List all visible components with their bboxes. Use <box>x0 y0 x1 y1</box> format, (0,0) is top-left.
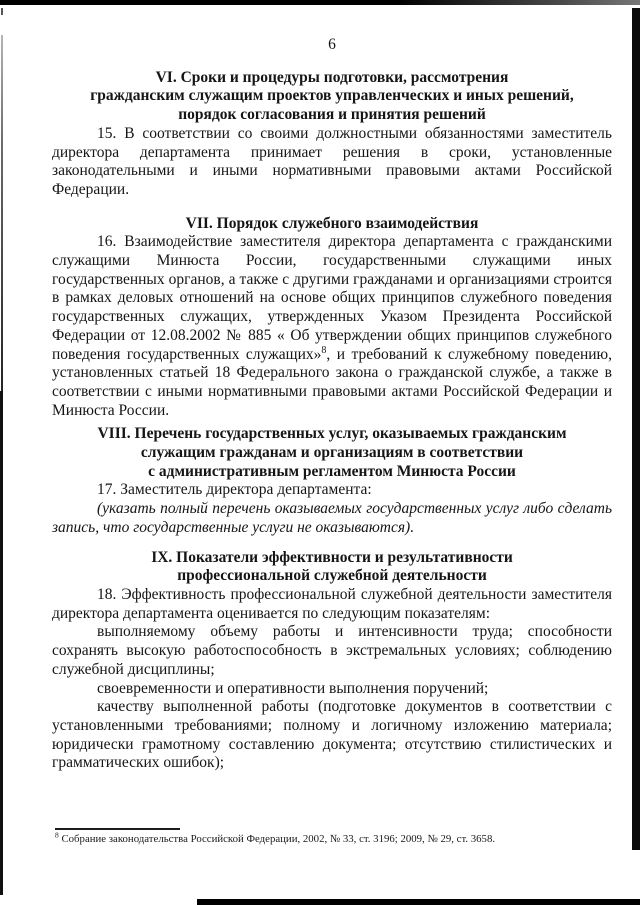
heading-line: гражданским служащим проектов управленческих и иных решений, <box>90 87 574 105</box>
heading-line: VI. Сроки и процедуры подготовки, рассмотрения <box>155 68 509 86</box>
scan-edge-bottom <box>197 899 640 905</box>
paragraph-18-item-3: качеству выполненной работы (подготовке документов в соответствии с установленными требованиями; полному и логичному изложению материала; юридически грамотному составлению документа; отсутствию стилистических и грамматических ошибок); <box>52 698 612 772</box>
heading-line: VIII. Перечень государственных услуг, оказываемых гражданским <box>97 425 567 443</box>
section-heading-viii <box>52 425 612 481</box>
heading-line: профессиональной служебной деятельности <box>177 567 487 585</box>
scan-edge-right <box>632 8 640 850</box>
document-content <box>52 0 612 773</box>
paragraph-16-text: 16. Взаимодействие заместителя директора департамента с гражданскими служащими Минюста России, государственными служащими иных государственных органов, а также с другими гражданами и организациями строится в рамках деловых отношений на основе общих принципов служебного поведения государственных служащих, утвержденных Указом Президента Российской Федерации от 12.08.2002 № 885 « Об утверждении общих принципов служебного поведения государственных служащих» <box>52 233 612 363</box>
paragraph-16-text-continued: , и требований к служебному поведению, установленных статьей 18 Федерального закона о гражданской службе, а также в соответствии с иными нормативными правовыми актами Российской Федерации и Минюста России. <box>52 345 613 419</box>
page-number: 6 <box>328 36 336 53</box>
paragraph-16 <box>52 233 612 420</box>
heading-line: IX. Показатели эффективности и результативности <box>151 548 513 566</box>
heading-line: с административным регламентом Минюста России <box>148 462 516 480</box>
paragraph-15: 15. В соответствии со своими должностными обязанностями заместитель директора департамента принимает решения в сроки, установленные законодательными и иными нормативными правовыми актами Российской Федерации. <box>52 124 612 198</box>
paragraph-18-intro: 18. Эффективность профессиональной служебной деятельности заместителя директора департамента оценивается по следующим показателям: <box>52 585 612 622</box>
paragraph-18-item-2: своевременности и оперативности выполнения поручений; <box>97 679 489 697</box>
footnote-block <box>55 828 595 846</box>
heading-line: служащим гражданам и организациям в соответствии <box>140 444 524 462</box>
section-heading-vii <box>52 215 612 234</box>
footnote-citation: Собрание законодательства Российской Федерации, 2002, № 33, ст. 3196; 2009, № 29, ст. 3658. <box>58 833 496 845</box>
heading-line: VII. Порядок служебного взаимодействия <box>185 214 479 232</box>
heading-line: порядок согласования и принятия решений <box>178 106 486 124</box>
scan-edge-left-thin <box>1 35 3 391</box>
section-heading-ix <box>52 549 612 586</box>
paragraph-18-item-1: выполняемому объему работы и интенсивности труда; способности сохранять высокую работоспособность в экстремальных условиях; соблюдению служебной дисциплины; <box>52 623 612 678</box>
scan-edge-left-thick <box>0 391 3 895</box>
footnote-marker-8: 8 <box>55 830 59 840</box>
paragraph-17-instruction-note: (указать полный перечень оказываемых государственных услуг либо сделать запись, что государственные услуги не оказываются). <box>52 500 612 536</box>
paragraph-17: 17. Заместитель директора департамента: <box>97 481 372 499</box>
footnote-separator-rule <box>55 828 180 830</box>
footnote-reference-8: 8 <box>321 344 327 356</box>
section-heading-vi <box>52 69 612 125</box>
scan-edge-tick <box>1 8 3 15</box>
footnote-text <box>55 830 595 846</box>
